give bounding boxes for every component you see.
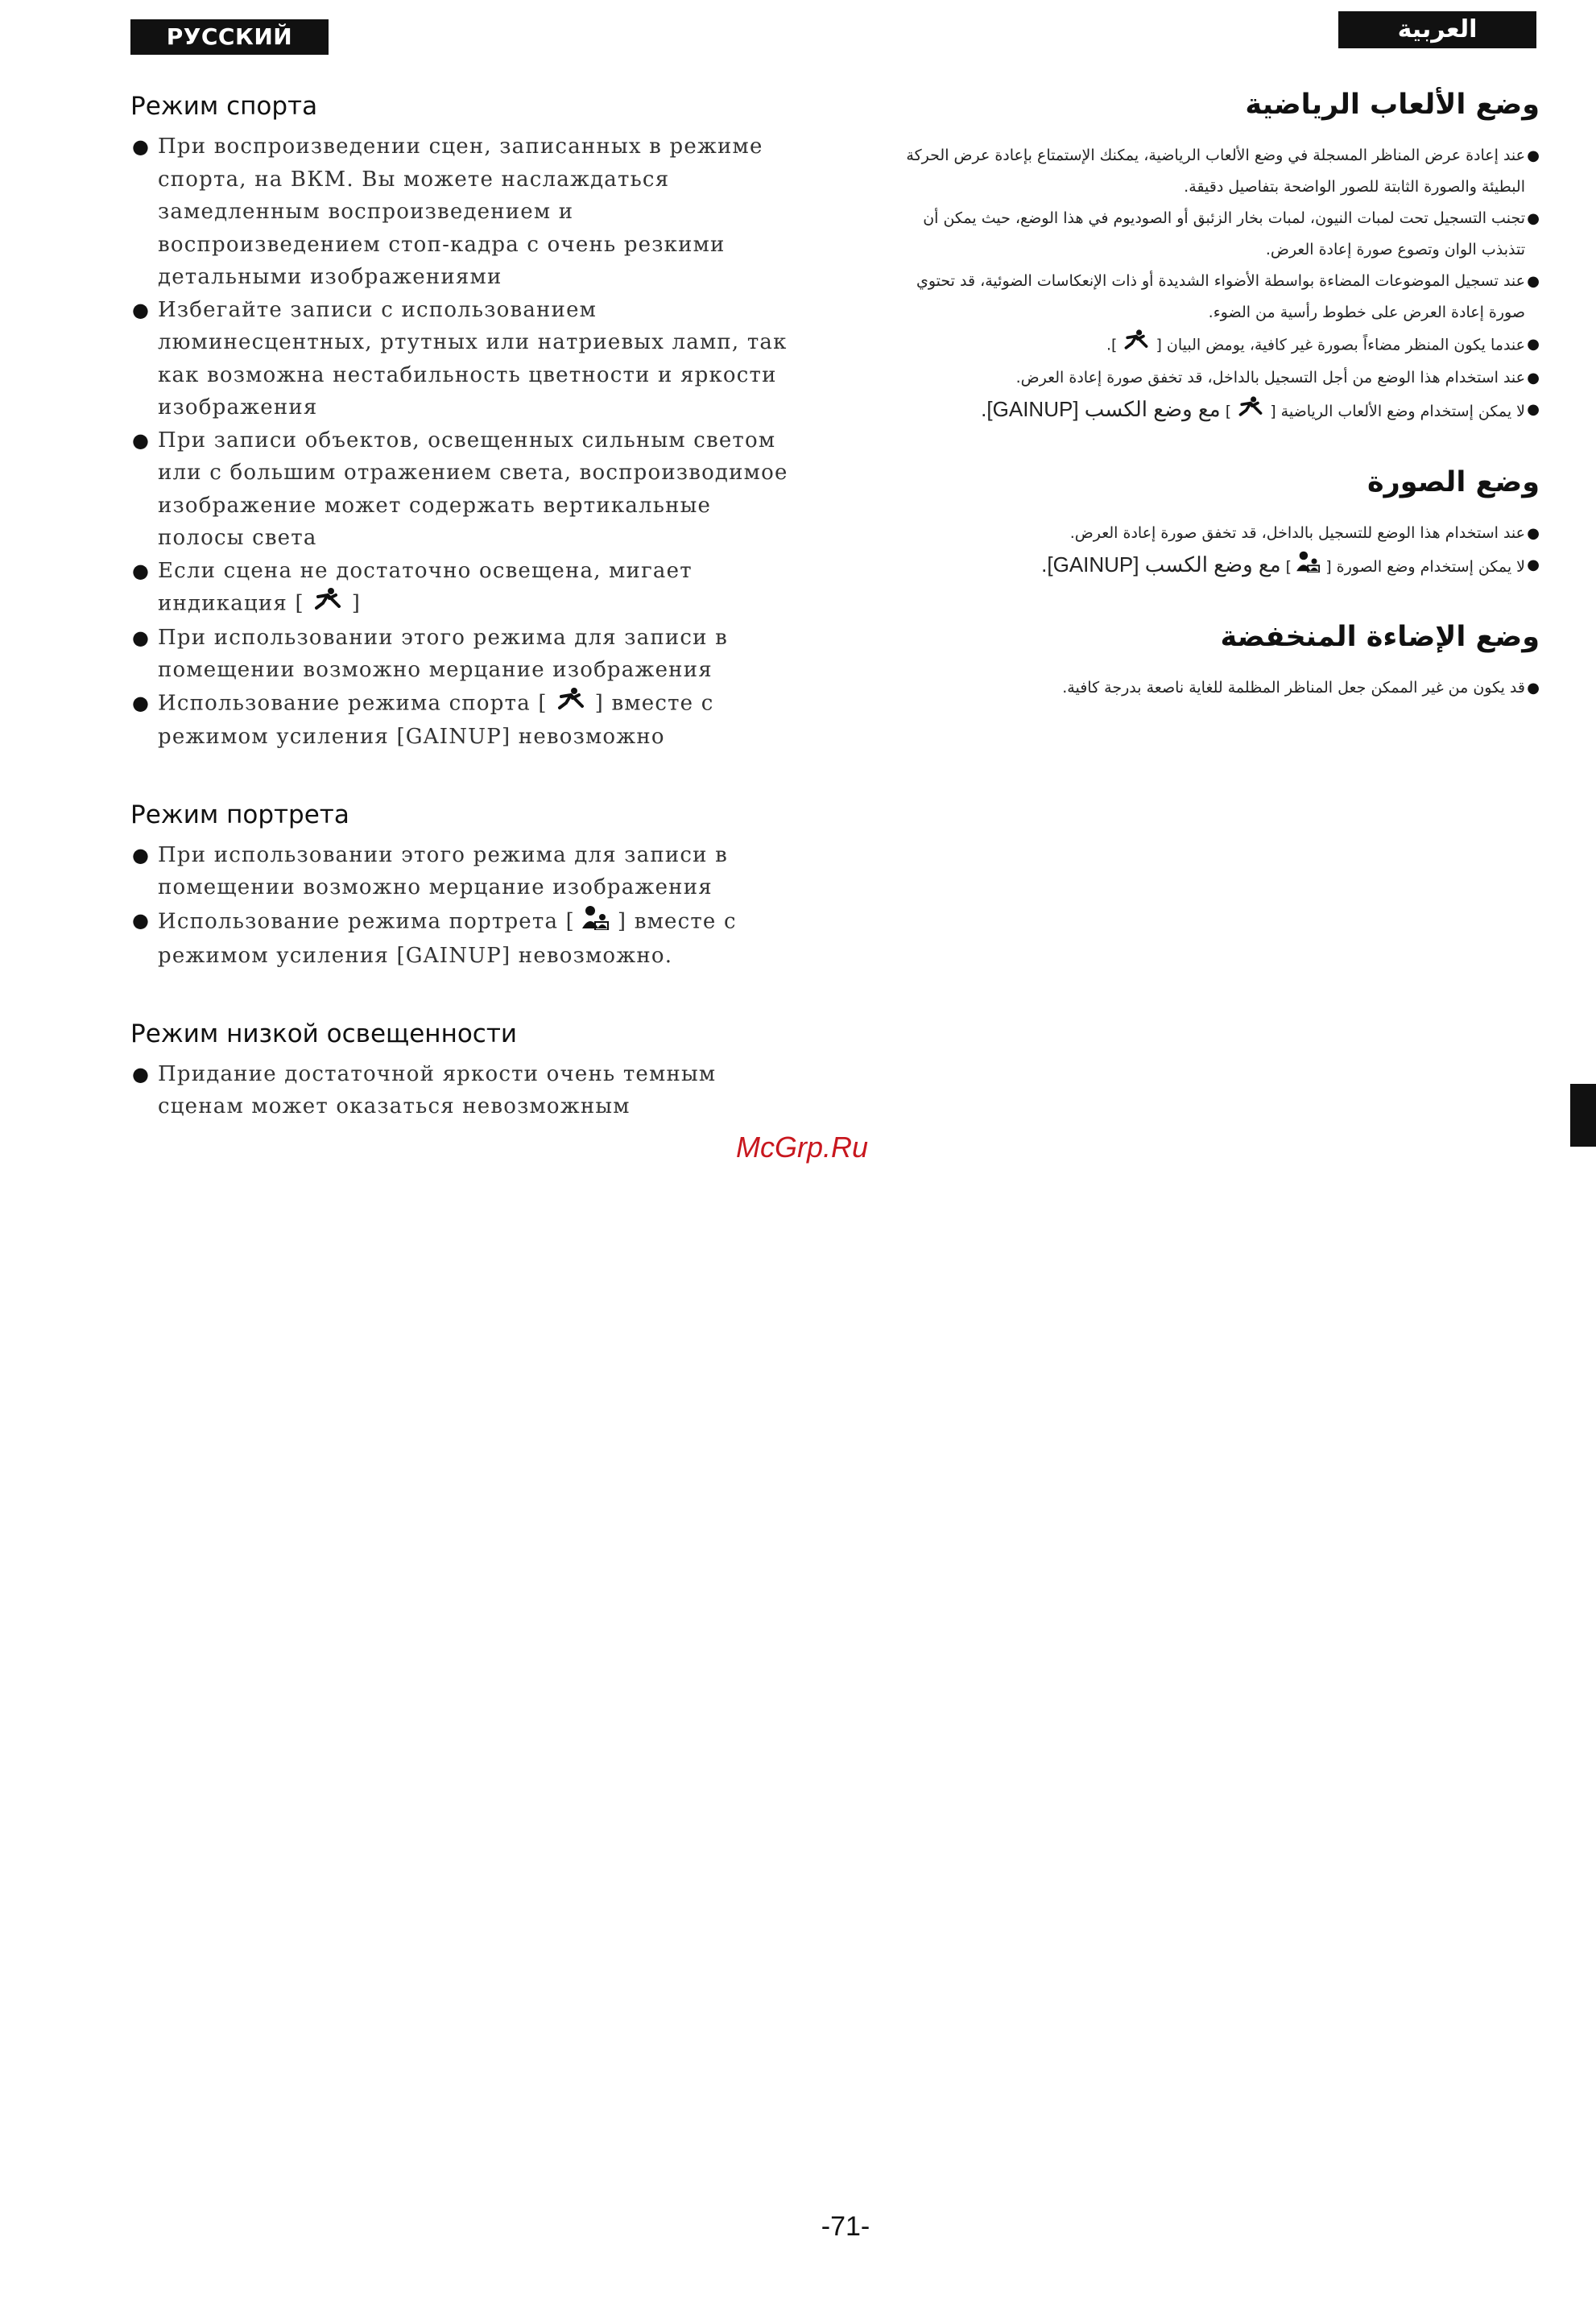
ar-low-light-list bbox=[900, 672, 1540, 704]
list-item: ● لا يمكن إستخدام وضع الصورة [ ] مع وضع الكسب [GAINUP]. bbox=[900, 549, 1540, 585]
ru-portrait-title: Режим портрета bbox=[130, 800, 349, 829]
ar-low-light-title: وضع الإضاءة المنخفضة bbox=[1220, 621, 1540, 653]
watermark-text: McGrp.Ru bbox=[735, 1131, 869, 1164]
list-item: ● Использование режима портрета [ ] вместе с режимом усиления [GAINUP] невозможно. bbox=[130, 904, 791, 973]
list-item: ● При записи объектов, освещенных сильным светом или с большим отражением света, воспроизводимое изображение может содержать вертикальные полосы света bbox=[132, 428, 788, 550]
list-item: ● قد يكون من غير الممكن جعل المناظر المظلمة للغاية ناصعة بدرجة كافية. bbox=[1062, 679, 1540, 697]
list-item: ● При воспроизведении сцен, записанных в режиме спорта, на ВКМ. Вы можете наслаждаться замедленным воспроизведением и воспроизведением стоп-кадра с очень резкими детальными изображениями bbox=[132, 134, 763, 289]
list-item: ● عند استخدام هذا الوضع للتسجيل بالداخل، قد تخفق صورة إعادة العرض. bbox=[1069, 523, 1540, 542]
list-item: ● При использовании этого режима для записи в помещении возможно мерцание изображения bbox=[132, 842, 729, 899]
ru-low-light-title: Режим низкой освещенности bbox=[130, 1019, 518, 1048]
ru-sports-title: Режим спорта bbox=[130, 92, 318, 121]
sports-mode-icon bbox=[555, 687, 587, 721]
ar-sports-section bbox=[900, 84, 1540, 429]
ar-portrait-list bbox=[900, 518, 1540, 585]
russian-column bbox=[130, 89, 791, 1167]
ru-sports-section bbox=[130, 89, 791, 754]
russian-language-tab: РУССКИЙ ЯЗЫК bbox=[130, 19, 329, 55]
list-item: ● Избегайте записи с использованием люминесцентных, ртутных или натриевых ламп, так как возможна нестабильность цветности и яркости изображения bbox=[132, 297, 788, 420]
ru-portrait-list bbox=[130, 839, 791, 973]
list-item: ● عند استخدام هذا الوضع من أجل التسجيل بالداخل، قد تخفق صورة إعادة العرض. bbox=[1015, 369, 1540, 387]
list-item: ● Если сцена не достаточно освещена, мигает индикация [ ] bbox=[130, 555, 791, 622]
list-item: ● تجنب التسجيل تحت لمبات النيون، لمبات بخار الزئبق أو الصوديوم في هذا الوضع، حيث يمكن أن تتذبذب الوان وتصوع صورة إعادة العرض. bbox=[923, 209, 1540, 258]
ar-portrait-section bbox=[900, 461, 1540, 585]
ru-low-light-list bbox=[130, 1058, 791, 1123]
ar-sports-list bbox=[900, 140, 1540, 429]
page-number: -71- bbox=[821, 2211, 870, 2242]
sports-mode-icon bbox=[1122, 329, 1151, 362]
ru-portrait-section bbox=[130, 797, 791, 973]
ar-portrait-title: وضع الصورة bbox=[1367, 465, 1540, 498]
portrait-mode-icon bbox=[1296, 550, 1321, 584]
page-edge-tab bbox=[1570, 1084, 1596, 1147]
ru-low-light-section bbox=[130, 1016, 791, 1123]
arabic-language-tab: العربية bbox=[1338, 11, 1536, 48]
ar-sports-title: وضع الألعاب الرياضية bbox=[1245, 89, 1540, 121]
list-item: ● عند إعادة عرض المناظر المسجلة في وضع الألعاب الرياضية، يمكنك الإستمتاع بإعادة عرض الحركة البطيئة والصورة الثابتة للصور الواضحة بتفاصيل دقيقة. bbox=[906, 147, 1540, 196]
list-item: ● Использование режима спорта [ ] вместе с режимом усиления [GAINUP] невозможно bbox=[130, 687, 791, 754]
list-item: ● عندما يكون المنظر مضاءاً بصورة غير كافية، يومض البيان [ ]. bbox=[900, 329, 1540, 362]
sports-mode-icon bbox=[1236, 395, 1265, 429]
list-item: ● لا يمكن إستخدام وضع الألعاب الرياضية [ ] مع وضع الكسب [GAINUP]. bbox=[900, 394, 1540, 429]
ar-low-light-section bbox=[900, 616, 1540, 704]
list-item: ● عند تسجيل الموضوعات المضاءة بواسطة الأضواء الشديدة أو ذات الإنعكاسات الضوئية، قد تحتوي صورة إعادة العرض على خطوط رأسية من الضوء. bbox=[916, 272, 1540, 321]
arabic-column bbox=[900, 84, 1540, 736]
sports-mode-icon bbox=[312, 587, 344, 622]
portrait-mode-icon bbox=[582, 904, 610, 941]
list-item: ● При использовании этого режима для записи в помещении возможно мерцание изображения bbox=[132, 625, 729, 682]
list-item: ● Придание достаточной яркости очень темным сценам может оказаться невозможным bbox=[132, 1061, 717, 1118]
ru-sports-list bbox=[130, 130, 791, 754]
